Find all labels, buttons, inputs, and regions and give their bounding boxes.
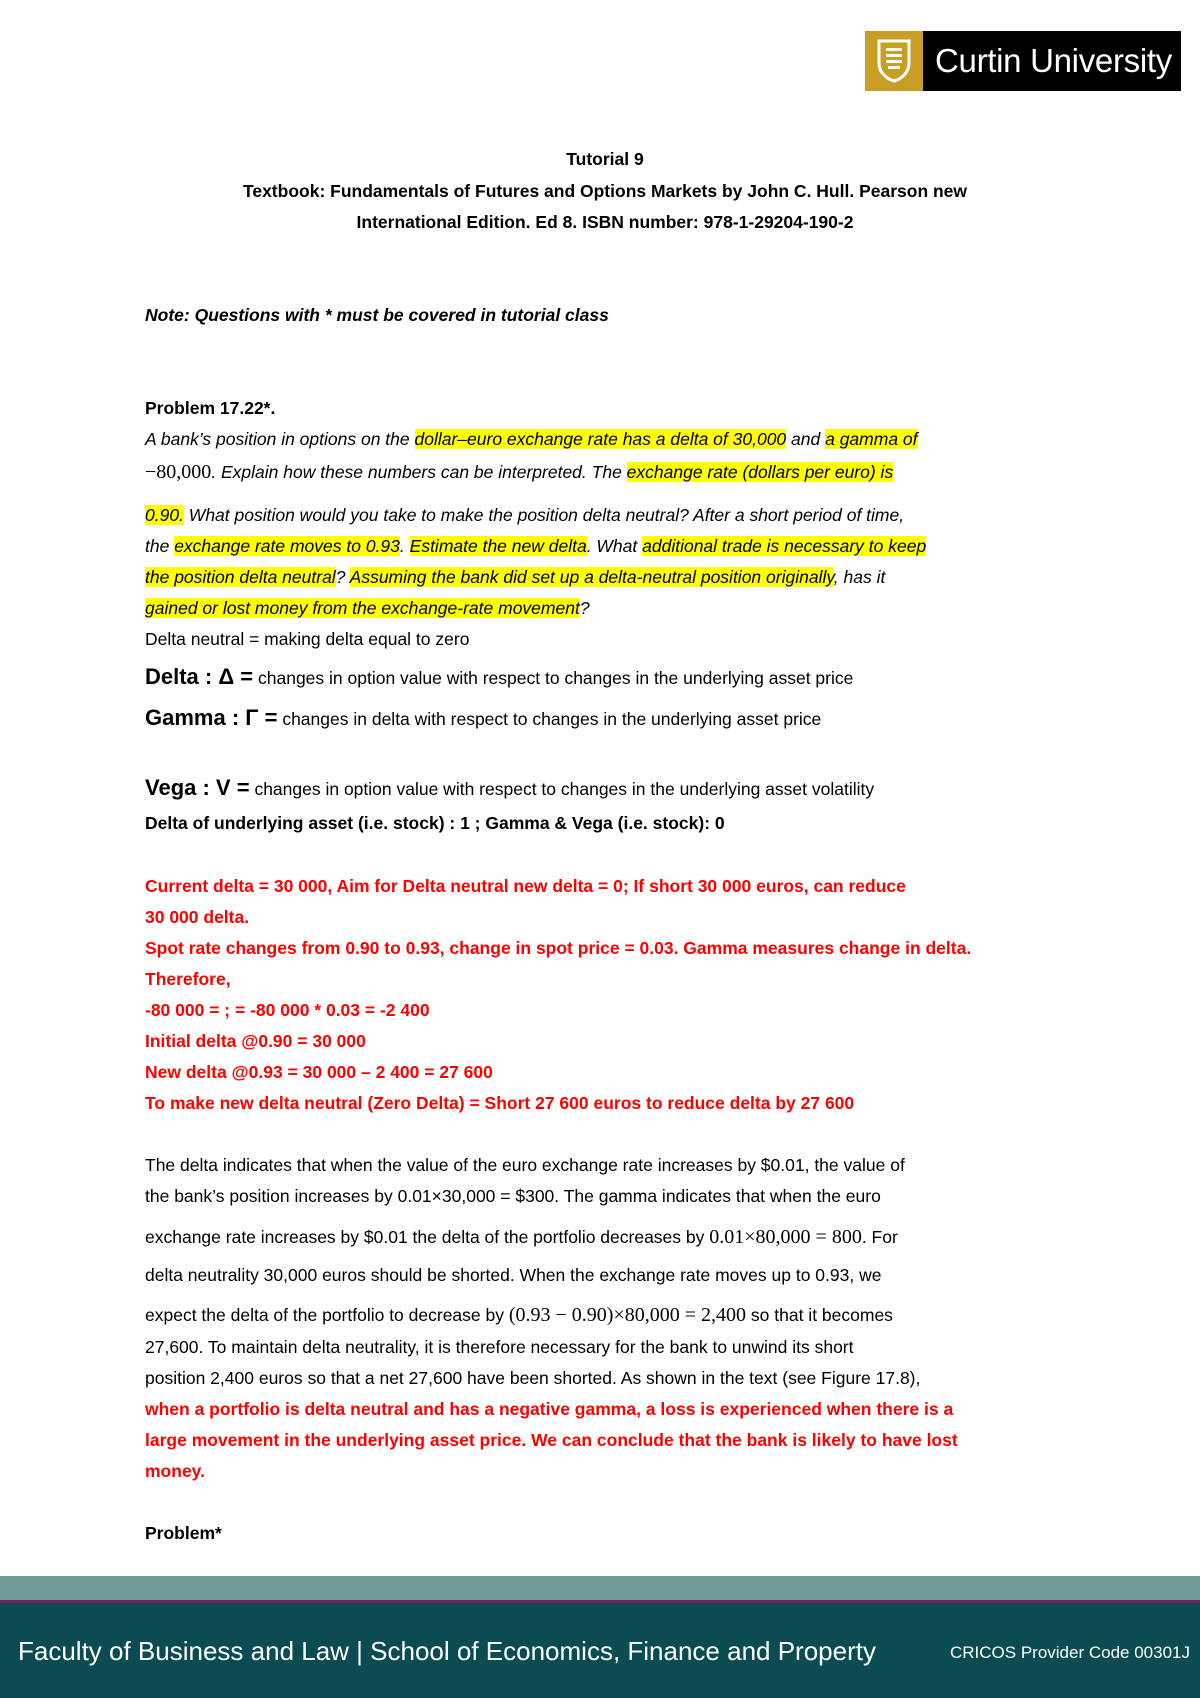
highlight: Assuming the bank did set up a delta-neutral position originally xyxy=(349,567,834,587)
solution-line-4: Therefore, xyxy=(145,969,231,989)
solution-line-7: New delta @0.93 = 30 000 – 2 400 = 27 600 xyxy=(145,1062,493,1082)
conclusion-line-3: money. xyxy=(145,1461,205,1481)
textbook-line-2: International Edition. Ed 8. ISBN number: 978-1-29204-190-2 xyxy=(356,212,854,232)
question-line-1: A bank’s position in options on the dollar–euro exchange rate has a delta of 30,000 and a gamma of xyxy=(145,429,918,449)
question-line-3: 0.90. What position would you take to make the position delta neutral? After a short period of time, xyxy=(145,505,905,525)
textbook-line-1: Textbook: Fundamentals of Futures and Options Markets by John C. Hull. Pearson new xyxy=(242,181,968,201)
explanation-line-1: The delta indicates that when the value of the euro exchange rate increases by $0.01, the value of xyxy=(145,1155,905,1175)
next-problem-heading: Problem* xyxy=(145,1523,222,1543)
highlight: the position delta neutral xyxy=(145,567,336,587)
vega-definition: Vega : V = changes in option value with respect to changes in the underlying asset volatility xyxy=(145,775,875,800)
explanation-line-4: delta neutrality 30,000 euros should be shorted. When the exchange rate moves up to 0.93, we xyxy=(145,1265,882,1285)
solution-line-1: Current delta = 30 000, Aim for Delta neutral new delta = 0; If short 30 000 euros, can reduce xyxy=(145,876,906,896)
highlight: exchange rate moves to 0.93 xyxy=(174,536,400,556)
problem-heading: Problem 17.22*. xyxy=(145,398,276,418)
curtin-crest-icon xyxy=(865,31,923,91)
gamma-definition: Gamma : Γ = changes in delta with respect to changes in the underlying asset price xyxy=(145,705,822,730)
delta-definition: Delta : Δ = changes in option value with respect to changes in the underlying asset price xyxy=(145,664,854,689)
solution-line-5: -80 000 = ; = -80 000 * 0.03 = -2 400 xyxy=(145,1000,430,1020)
explanation-line-3: exchange rate increases by $0.01 the delta of the portfolio decreases by 0.01×80,000 = 800. For xyxy=(145,1226,898,1248)
explanation-line-5: expect the delta of the portfolio to decrease by (0.93 − 0.90)×80,000 = 2,400 so that it becomes xyxy=(145,1304,893,1326)
delta-neutral-definition: Delta neutral = making delta equal to zero xyxy=(145,629,470,649)
math-delta-change: 0.01×80,000 = 800 xyxy=(709,1226,862,1248)
highlight: exchange rate (dollars per euro) is xyxy=(626,462,894,482)
explanation-line-7: position 2,400 euros so that a net 27,600 have been shorted. As shown in the text (see Figure 17.8), xyxy=(145,1368,921,1388)
footer-cricos: CRICOS Provider Code 00301J xyxy=(949,1643,1190,1662)
footer-faculty: Faculty of Business and Law | School of Economics, Finance and Property xyxy=(18,1636,876,1666)
highlight: dollar–euro exchange rate has a delta of 30,000 xyxy=(414,429,787,449)
conclusion-line-1: when a portfolio is delta neutral and has a negative gamma, a loss is experienced when there is a xyxy=(145,1399,954,1419)
solution-line-3: Spot rate changes from 0.90 to 0.93, change in spot price = 0.03. Gamma measures change in delta. xyxy=(145,938,972,958)
gamma-symbol: Gamma : Γ = xyxy=(145,705,278,730)
curtin-logo xyxy=(865,31,1181,91)
highlight: 0.90. xyxy=(145,505,184,525)
footer-band xyxy=(0,1576,1200,1600)
highlight: gained or lost money from the exchange-rate movement xyxy=(145,598,580,618)
solution-line-8: To make new delta neutral (Zero Delta) = Short 27 600 euros to reduce delta by 27 600 xyxy=(145,1093,855,1113)
question-line-2: −80,000. Explain how these numbers can be interpreted. The exchange rate (dollars per euro) is xyxy=(145,461,894,483)
conclusion-line-2: large movement in the underlying asset price. We can conclude that the bank is likely to have lost xyxy=(145,1430,958,1450)
explanation-line-6: 27,600. To maintain delta neutrality, it is therefore necessary for the bank to unwind its short xyxy=(145,1337,854,1357)
solution-line-2: 30 000 delta. xyxy=(145,907,250,927)
explanation-line-2: the bank’s position increases by 0.01×30,000 = $300. The gamma indicates that when the euro xyxy=(145,1186,881,1206)
question-line-4: the exchange rate moves to 0.93. Estimate the new delta. What additional trade is necessary to keep xyxy=(145,536,927,556)
tutorial-note: Note: Questions with * must be covered in tutorial class xyxy=(145,305,609,325)
underlying-asset-greeks: Delta of underlying asset (i.e. stock) : 1 ; Gamma & Vega (i.e. stock): 0 xyxy=(145,813,725,833)
solution-line-6: Initial delta @0.90 = 30 000 xyxy=(145,1031,366,1051)
highlight: Estimate the new delta xyxy=(409,536,587,556)
page-title: Tutorial 9 xyxy=(566,149,644,169)
math-new-delta-change: (0.93 − 0.90)×80,000 = 2,400 xyxy=(508,1304,747,1326)
page-footer xyxy=(0,1603,1200,1698)
question-line-6: gained or lost money from the exchange-rate movement? xyxy=(145,598,590,618)
highlight: additional trade is necessary to keep xyxy=(642,536,927,556)
math-gamma-value: −80,000 xyxy=(145,461,212,483)
logo-text: Curtin University xyxy=(935,42,1172,79)
highlight: a gamma of xyxy=(825,429,918,449)
delta-symbol: Delta : Δ = xyxy=(145,664,254,689)
question-line-5: the position delta neutral? Assuming the bank did set up a delta-neutral position originally, has it xyxy=(145,567,886,587)
vega-symbol: Vega : V = xyxy=(145,775,250,800)
